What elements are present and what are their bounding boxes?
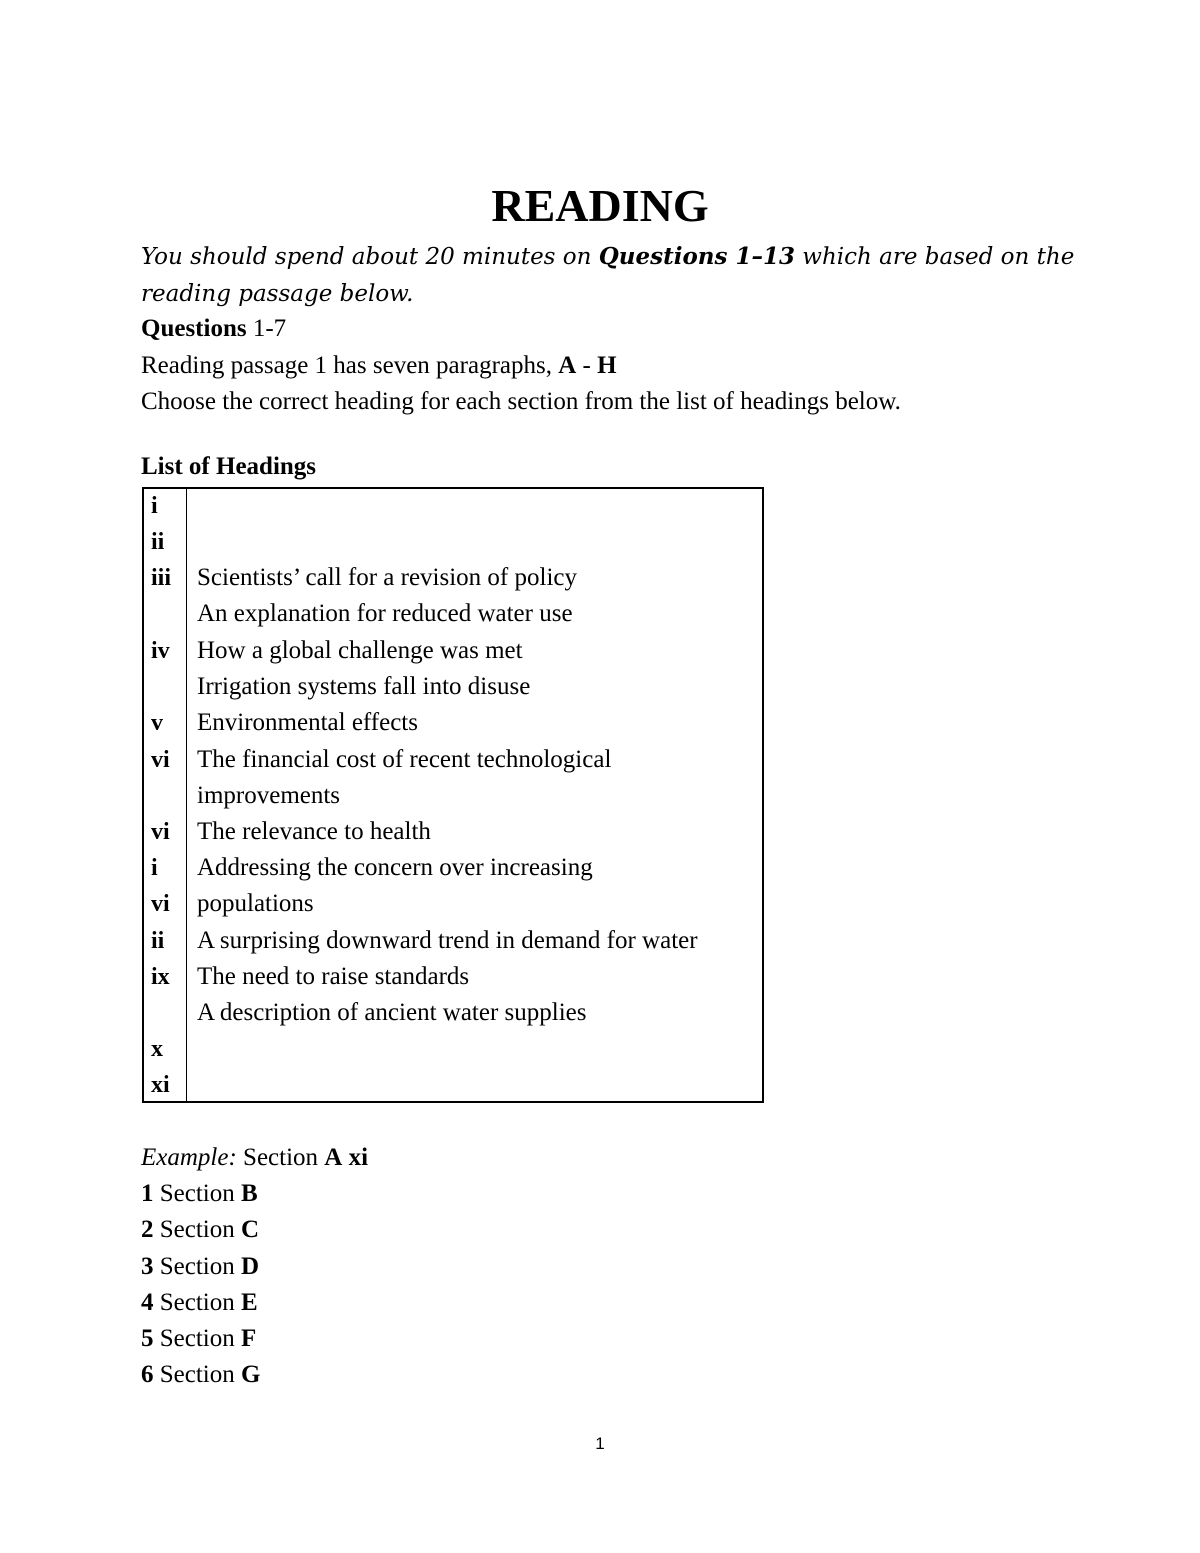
question-number: 5 bbox=[141, 1325, 154, 1352]
question-section-letter: E bbox=[241, 1289, 258, 1316]
example-line bbox=[141, 1140, 368, 1176]
instruction-text-post: which are based on the bbox=[795, 244, 1075, 270]
question-item bbox=[141, 1285, 258, 1321]
heading-text: The relevance to health bbox=[197, 818, 431, 845]
instruction-line-2: reading passage below. bbox=[141, 281, 414, 307]
heading-numeral: iv bbox=[151, 638, 170, 664]
list-of-headings-title: List of Headings bbox=[141, 453, 317, 480]
passage-letter-h: H bbox=[597, 352, 617, 379]
heading-text: How a global challenge was met bbox=[197, 637, 523, 664]
instruction-questions: Questions 1–13 bbox=[598, 243, 795, 270]
question-section-word: Section bbox=[153, 1253, 241, 1280]
question-section-letter: G bbox=[241, 1361, 261, 1388]
heading-text: A surprising downward trend in demand for water bbox=[197, 927, 698, 954]
questions-range: 1-7 bbox=[252, 315, 287, 342]
question-number: 3 bbox=[141, 1253, 154, 1280]
questions-heading bbox=[141, 311, 286, 347]
heading-numeral: vi bbox=[151, 747, 170, 773]
heading-numeral: iii bbox=[151, 565, 172, 591]
questions-label: Questions bbox=[141, 315, 253, 342]
heading-text: improvements bbox=[197, 782, 341, 809]
question-section-letter: B bbox=[241, 1180, 258, 1207]
instruction-text-pre: You should spend about 20 minutes on bbox=[141, 244, 599, 270]
question-number: 1 bbox=[141, 1180, 154, 1207]
question-number: 2 bbox=[141, 1216, 154, 1243]
heading-numeral: ii bbox=[151, 928, 165, 954]
question-section-letter: C bbox=[241, 1216, 260, 1243]
instruction-line-1 bbox=[141, 239, 1074, 275]
heading-numeral: vi bbox=[151, 819, 170, 845]
heading-text: Irrigation systems fall into disuse bbox=[197, 673, 531, 700]
heading-text: A description of ancient water supplies bbox=[197, 999, 587, 1026]
heading-numeral: ii bbox=[151, 529, 165, 555]
question-item bbox=[141, 1357, 260, 1393]
heading-numeral: x bbox=[151, 1036, 163, 1062]
heading-text: Scientists’ call for a revision of policy bbox=[197, 564, 577, 591]
page-title: READING bbox=[491, 180, 709, 231]
question-item bbox=[141, 1212, 259, 1248]
heading-numeral: i bbox=[151, 855, 158, 881]
question-number: 4 bbox=[141, 1289, 154, 1316]
heading-text: The financial cost of recent technological bbox=[197, 746, 612, 773]
choose-instruction: Choose the correct heading for each section from the list of headings below. bbox=[141, 388, 901, 415]
example-answer: xi bbox=[348, 1144, 369, 1171]
heading-numeral: vi bbox=[151, 891, 170, 917]
example-section-letter: A bbox=[324, 1144, 343, 1171]
passage-text: Reading passage 1 has seven paragraphs, bbox=[141, 352, 559, 379]
question-number: 6 bbox=[141, 1361, 154, 1388]
question-section-word: Section bbox=[153, 1361, 241, 1388]
example-section-word: Section bbox=[236, 1144, 325, 1171]
heading-text: populations bbox=[197, 890, 314, 917]
passage-description bbox=[141, 348, 617, 384]
heading-text: Environmental effects bbox=[197, 709, 418, 736]
heading-numeral: ix bbox=[151, 964, 170, 990]
question-item bbox=[141, 1176, 258, 1212]
passage-letter-a: A bbox=[558, 352, 577, 379]
heading-text: An explanation for reduced water use bbox=[197, 600, 573, 627]
heading-numeral: xi bbox=[151, 1072, 170, 1098]
headings-table-divider bbox=[186, 487, 187, 1103]
passage-dash: - bbox=[576, 352, 598, 379]
question-section-word: Section bbox=[153, 1289, 241, 1316]
question-item bbox=[141, 1249, 259, 1285]
question-section-word: Section bbox=[153, 1216, 241, 1243]
question-section-letter: F bbox=[241, 1325, 257, 1352]
question-item bbox=[141, 1321, 256, 1357]
question-section-word: Section bbox=[153, 1325, 241, 1352]
page-number: 1 bbox=[595, 1434, 605, 1453]
heading-numeral: v bbox=[151, 710, 163, 736]
question-section-word: Section bbox=[153, 1180, 241, 1207]
heading-numeral: i bbox=[151, 493, 158, 519]
heading-text: Addressing the concern over increasing bbox=[197, 854, 593, 881]
heading-text: The need to raise standards bbox=[197, 963, 470, 990]
question-section-letter: D bbox=[241, 1253, 260, 1280]
example-label: Example: bbox=[141, 1144, 237, 1171]
